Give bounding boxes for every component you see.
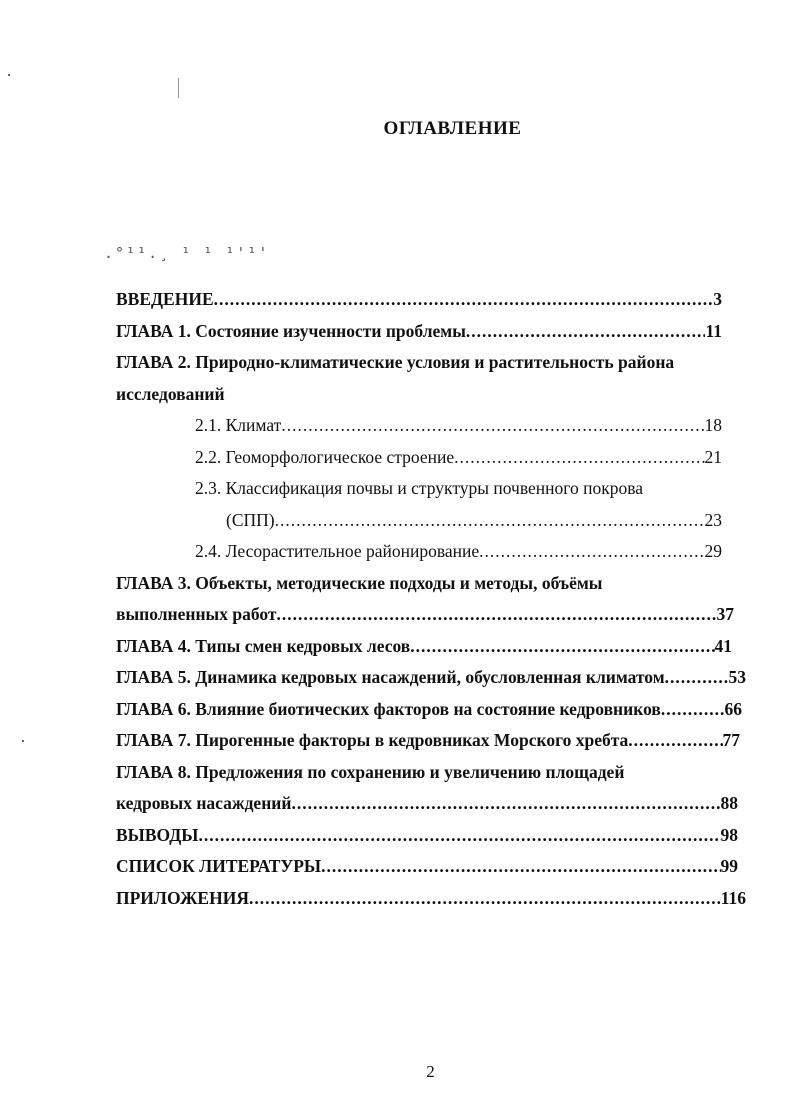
scan-speck: [178, 78, 179, 98]
toc-entry-page: 41: [714, 635, 732, 656]
toc-entry-introduction[interactable]: [0, 284, 797, 316]
toc-leader-dots: [665, 662, 729, 694]
scan-speck: [8, 74, 10, 76]
toc-leader-dots: [199, 820, 721, 852]
toc-entry-label: ГЛАВА 5. Динамика кедровых насаждений, обусловленная климатом: [116, 667, 665, 687]
toc-leader-dots: [661, 694, 725, 726]
toc-entry-chapter-5[interactable]: [0, 662, 797, 694]
toc-entry-appendices[interactable]: [0, 883, 797, 915]
toc-entry-page: 11: [705, 320, 722, 341]
scan-mark: .°¹¹.¸ ¹ ¹ ¹'¹': [104, 244, 270, 262]
toc-entry-page: 116: [720, 887, 746, 908]
toc-entry-label: 2.4. Лесорастительное районирование: [195, 541, 480, 561]
toc-entry-chapter-1[interactable]: [0, 316, 797, 348]
toc-entry-page: 23: [704, 509, 722, 530]
toc-entry-page: 53: [728, 667, 746, 687]
toc-leader-dots: [410, 631, 714, 663]
toc-entry-label: ГЛАВА 8. Предложения по сохранению и увеличению площадей: [116, 761, 625, 782]
toc-leader-dots: [454, 442, 704, 474]
toc-entry-label: ГЛАВА 7. Пирогенные факторы в кедровниках Морского хребта: [116, 730, 629, 750]
toc-leader-dots: [276, 599, 716, 631]
page-title: ОГЛАВЛЕНИЕ: [383, 118, 522, 139]
toc-entry-label: СПИСОК ЛИТЕРАТУРЫ: [116, 856, 322, 876]
toc-entry-label: ГЛАВА 6. Влияние биотических факторов на состояние кедровников: [116, 698, 661, 719]
toc-entry-label: ГЛАВА 4. Типы смен кедровых лесов: [116, 635, 411, 656]
toc-entry-label: ПРИЛОЖЕНИЯ: [116, 887, 249, 908]
toc-entry-conclusions[interactable]: [0, 820, 797, 852]
toc-entry-page: 99: [720, 856, 738, 876]
toc-entry-label: ГЛАВА 3. Объекты, методические подходы и методы, объёмы: [116, 572, 603, 593]
toc-entry-label: 2.3. Классификация почвы и структуры почвенного покрова: [195, 478, 644, 498]
toc-entry-chapter-7[interactable]: [0, 725, 797, 757]
toc-entry-label: исследований: [116, 383, 225, 404]
toc-entry-page: 29: [704, 541, 722, 561]
toc-leader-dots: [249, 883, 721, 915]
toc-entry-section-2-3-cont[interactable]: [0, 505, 797, 537]
toc-leader-dots: [466, 316, 706, 348]
toc-leader-dots: [321, 851, 720, 883]
toc-entry-chapter-4[interactable]: [0, 631, 797, 663]
toc-entry-label: 2.1. Климат: [195, 415, 282, 435]
toc-leader-dots: [291, 788, 720, 820]
toc-entry-chapter-8-cont[interactable]: [0, 788, 797, 820]
toc-entry-chapter-2[interactable]: [0, 347, 797, 379]
toc-entry-page: 37: [716, 604, 734, 624]
toc-entry-page: 3: [713, 289, 722, 309]
toc-entry-label: выполненных работ: [116, 604, 277, 624]
toc-leader-dots: [214, 284, 714, 316]
toc-entry-label: кедровых насаждений: [116, 793, 292, 813]
toc-entry-chapter-3-cont[interactable]: [0, 599, 797, 631]
toc-entry-chapter-2-cont[interactable]: [0, 379, 797, 411]
toc-entry-page: 66: [724, 698, 742, 719]
toc-leader-dots: [479, 536, 704, 568]
toc-entry-label: ГЛАВА 2. Природно-климатические условия и растительность района: [116, 352, 675, 372]
toc-entry-page: 77: [722, 730, 740, 750]
toc-entry-chapter-8[interactable]: [0, 757, 797, 789]
toc-leader-dots: [628, 725, 722, 757]
toc-entry-label: ВВЕДЕНИЕ: [116, 289, 214, 309]
toc-entry-label: ВЫВОДЫ: [116, 824, 199, 845]
toc-entry-section-2-3[interactable]: [0, 473, 797, 505]
toc-entry-chapter-3[interactable]: [0, 568, 797, 600]
toc-leader-dots: [281, 410, 704, 442]
toc-entry-page: 98: [720, 824, 738, 845]
table-of-contents: [0, 284, 797, 914]
toc-entry-page: 21: [704, 446, 722, 467]
toc-entry-label: (СПП): [226, 509, 275, 530]
toc-entry-references[interactable]: [0, 851, 797, 883]
toc-entry-section-2-2[interactable]: [0, 442, 797, 474]
toc-leader-dots: [275, 505, 705, 537]
toc-entry-label: ГЛАВА 1. Состояние изученности проблемы: [116, 320, 466, 341]
toc-entry-page: 88: [720, 793, 738, 813]
toc-entry-page: 18: [704, 415, 722, 435]
toc-entry-section-2-4[interactable]: [0, 536, 797, 568]
toc-entry-section-2-1[interactable]: [0, 410, 797, 442]
toc-entry-label: 2.2. Геоморфологическое строение: [195, 446, 455, 467]
toc-entry-chapter-6[interactable]: [0, 694, 797, 726]
page-number: 2: [426, 1062, 435, 1081]
